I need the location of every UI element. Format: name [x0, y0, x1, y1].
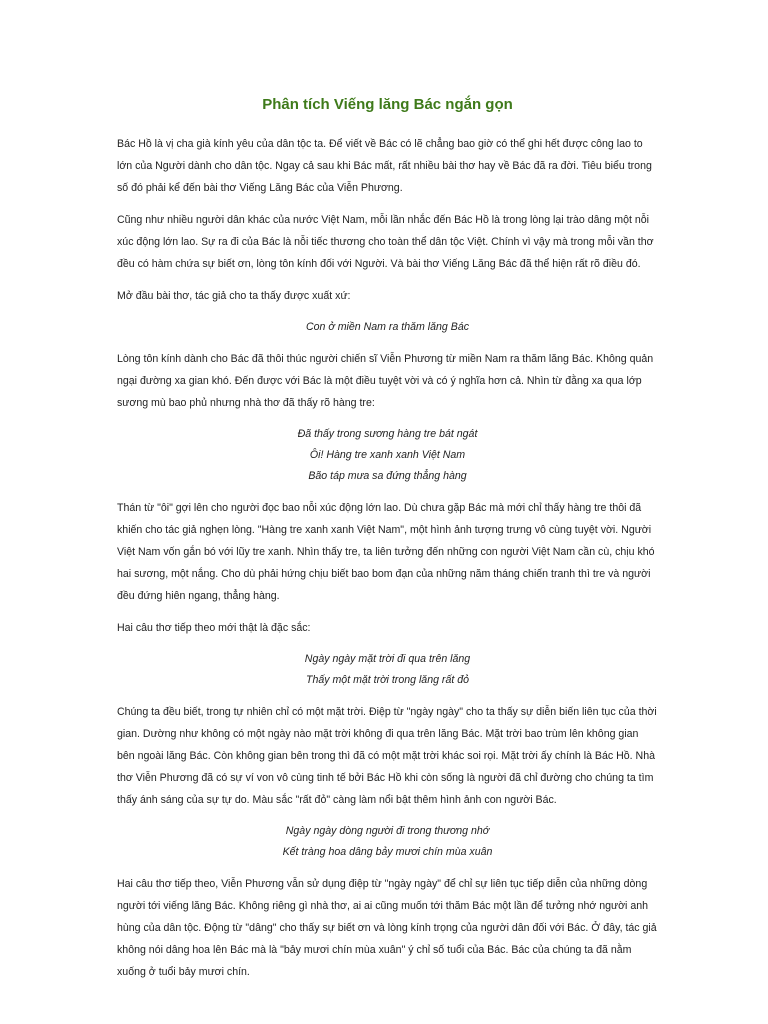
verse-line: Bão táp mưa sa đứng thẳng hàng	[308, 470, 467, 482]
paragraph-intro: Bác Hồ là vị cha già kính yêu của dân tộc ta. Để viết về Bác có lẽ chẳng bao giờ có thể ghi hết được công lao to lớn của Người dành cho dân tộc. Ngay cả sau khi Bác mất, rất nhiều bài thơ hay về Bác đã ra đời. Tiêu biểu trong số đó phải kể đến bài thơ Viếng Lăng Bác của Viễn Phương.	[117, 138, 652, 194]
verse-block-4	[117, 821, 658, 863]
paragraph-sun: Chúng ta đều biết, trong tự nhiên chỉ có một mặt trời. Điệp từ "ngày ngày" cho ta thấy sự diễn biến liên tục của thời gian. Dường như không có một ngày nào mặt trời không đi qua trên lăng Bác. Mặt trời bao trùm lên không gian bên ngoài lăng Bác. Còn không gian bên trong thì đã có một mặt trời khác soi rọi. Mặt trời ấy chính là Bác Hồ. Nhà thơ Viễn Phương đã có sự ví von vô cùng tinh tế bởi Bác Hồ khi còn sống là người đã chỉ đường cho chúng ta tìm thấy ánh sáng của sự tự do. Màu sắc "rất đỏ" càng làm nổi bật thêm hình ảnh con người Bác.	[117, 706, 657, 806]
verse-line: Ôi! Hàng tre xanh xanh Việt Nam	[309, 449, 466, 461]
document-title: Phân tích Viếng lăng Bác ngắn gọn	[262, 96, 513, 113]
verse-line: Con ở miền Nam ra thăm lăng Bác	[305, 321, 470, 333]
paragraph-bamboo: Thán từ "ôi" gợi lên cho người đọc bao nỗi xúc động lớn lao. Dù chưa gặp Bác mà mới chỉ thấy hàng tre thôi đã khiến cho tác giả nghẹn lòng. "Hàng tre xanh xanh Việt Nam", một hình ảnh tượng trưng vô cùng tuyệt vời. Người Việt Nam vốn gắn bó với lũy tre xanh. Nhìn thấy tre, ta liên tưởng đến những con người Việt Nam cần cù, chịu khó hai sương, một nắng. Cho dù phải hứng chịu biết bao bom đạn của những năm tháng chiến tranh thì tre và người đều đứng hiên ngang, thẳng hàng.	[117, 502, 655, 602]
paragraph-journey: Lòng tôn kính dành cho Bác đã thôi thúc người chiến sĩ Viễn Phương từ miền Nam ra thăm lăng Bác. Không quản ngại đường xa gian khó. Đến được với Bác là một điều tuyệt vời và có ý nghĩa hơn cả. Nhìn từ đằng xa qua lớp sương mù bao phủ nhưng nhà thơ đã thấy rõ hàng tre:	[117, 353, 654, 409]
verse-line: Kết tràng hoa dâng bảy mươi chín mùa xuân	[282, 846, 493, 858]
verse-line: Ngày ngày mặt trời đi qua trên lăng	[304, 653, 471, 665]
paragraph-emotion: Cũng như nhiều người dân khác của nước Việt Nam, mỗi lần nhắc đến Bác Hồ là trong lòng lại trào dâng một nỗi xúc động lớn lao. Sự ra đi của Bác là nỗi tiếc thương cho toàn thể dân tộc Việt. Chính vì vậy mà trong mỗi vần thơ đều có hàm chứa sự biết ơn, lòng tôn kính đối với Người. Và bài thơ Viếng Lăng Bác đã thể hiện rất rõ điều đó.	[117, 214, 654, 270]
verse-line: Thấy một mặt trời trong lăng rất đỏ	[305, 674, 470, 686]
verse-block-1	[117, 317, 658, 338]
paragraph-flow-of-people: Hai câu thơ tiếp theo, Viễn Phương vẫn sử dụng điệp từ "ngày ngày" để chỉ sự liên tục tiếp diễn của những dòng người tới viếng lăng Bác. Không riêng gì nhà thơ, ai ai cũng muốn tới thăm Bác một lần để tưởng nhớ người anh hùng của dân tộc. Động từ "dâng" cho thấy sự biết ơn và lòng kính trọng của người dân đối với Bác. Ở đây, tác giả không nói dâng hoa lên Bác mà là "bảy mươi chín mùa xuân" ý chỉ số tuổi của Bác. Bác của chúng ta đã nằm xuống ở tuổi bảy mươi chín.	[117, 878, 657, 978]
paragraph-opening: Mở đầu bài thơ, tác giả cho ta thấy được xuất xứ:	[117, 290, 351, 302]
verse-block-3	[117, 649, 658, 691]
verse-block-2	[117, 424, 658, 487]
verse-line: Đã thấy trong sương hàng tre bát ngát	[297, 428, 478, 440]
verse-line: Ngày ngày dòng người đi trong thương nhớ	[285, 825, 490, 837]
paragraph-next-verses: Hai câu thơ tiếp theo mới thật là đặc sắc:	[117, 622, 311, 634]
